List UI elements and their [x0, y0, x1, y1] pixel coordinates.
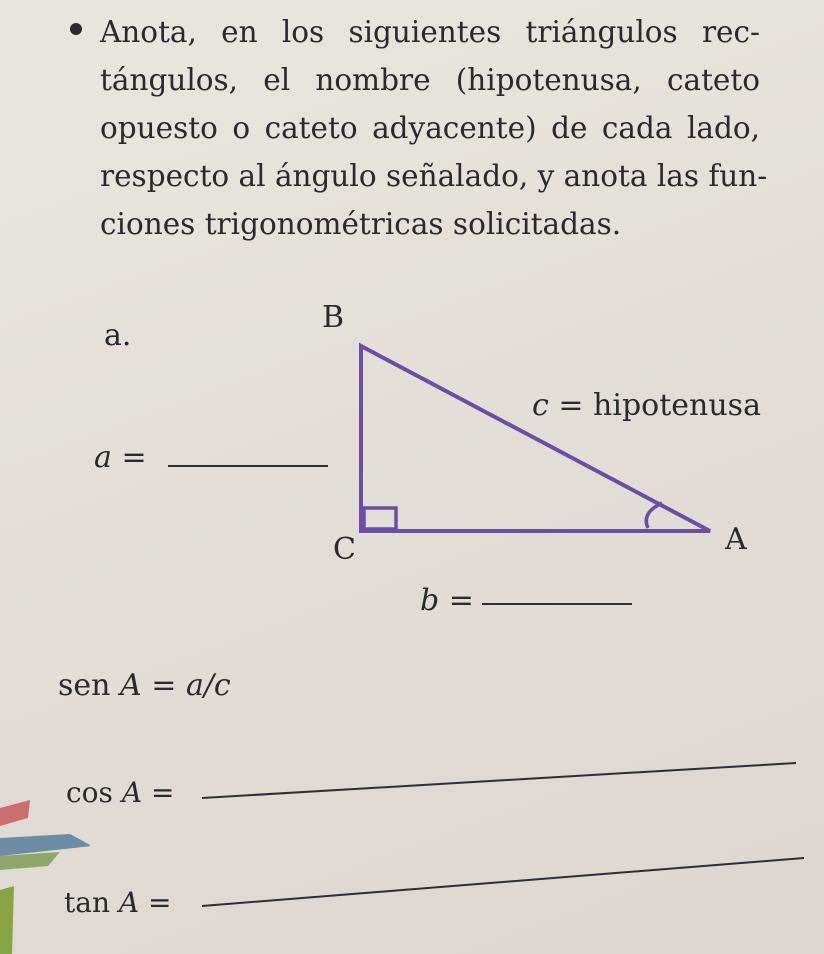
cosine-function: cos [66, 776, 113, 809]
instruction-line: ciones trigonométricas solicitadas. [100, 207, 622, 241]
colored-paper-edge [0, 790, 90, 954]
angle-arc-A [646, 503, 662, 528]
hypotenuse-name: hipotenusa [593, 388, 761, 423]
angle-var: A [120, 668, 142, 703]
right-angle-marker [364, 508, 396, 529]
sine-equation [58, 668, 231, 703]
equals-sign: = [151, 668, 177, 703]
side-a-var: a [94, 440, 112, 475]
equals-sign: = [150, 776, 175, 809]
side-b-label [420, 583, 474, 618]
sine-answer: a/c [185, 668, 231, 703]
sine-function: sen [58, 668, 111, 703]
equals-sign: = [558, 388, 584, 423]
vertex-label-C: C [333, 532, 356, 567]
angle-var: A [118, 886, 140, 919]
instruction-line: opuesto o cateto adyacente) de cada lado, [100, 111, 760, 145]
instruction-line: tángulos, el nombre (hipotenusa, cateto [100, 63, 760, 97]
instruction-line: Anota, en los siguientes triángulos rec- [100, 15, 760, 49]
instruction-line: respecto al ángulo señalado, y anota las fun- [100, 159, 768, 193]
equals-sign: = [148, 886, 172, 919]
side-a-blank[interactable] [168, 465, 328, 467]
equals-sign: = [448, 583, 474, 618]
hypotenuse-label [532, 388, 761, 423]
side-a-label [94, 440, 147, 475]
equals-sign: = [121, 440, 147, 475]
vertex-label-B: B [322, 300, 345, 335]
side-c-var: c [532, 388, 549, 423]
angle-var: A [121, 776, 143, 809]
side-b-var: b [420, 583, 440, 618]
tangent-function: tan [64, 886, 110, 919]
vertex-label-A: A [725, 522, 747, 557]
triangle-outline [361, 346, 710, 531]
exercise-label: a. [104, 318, 132, 353]
side-b-blank[interactable] [482, 603, 632, 605]
